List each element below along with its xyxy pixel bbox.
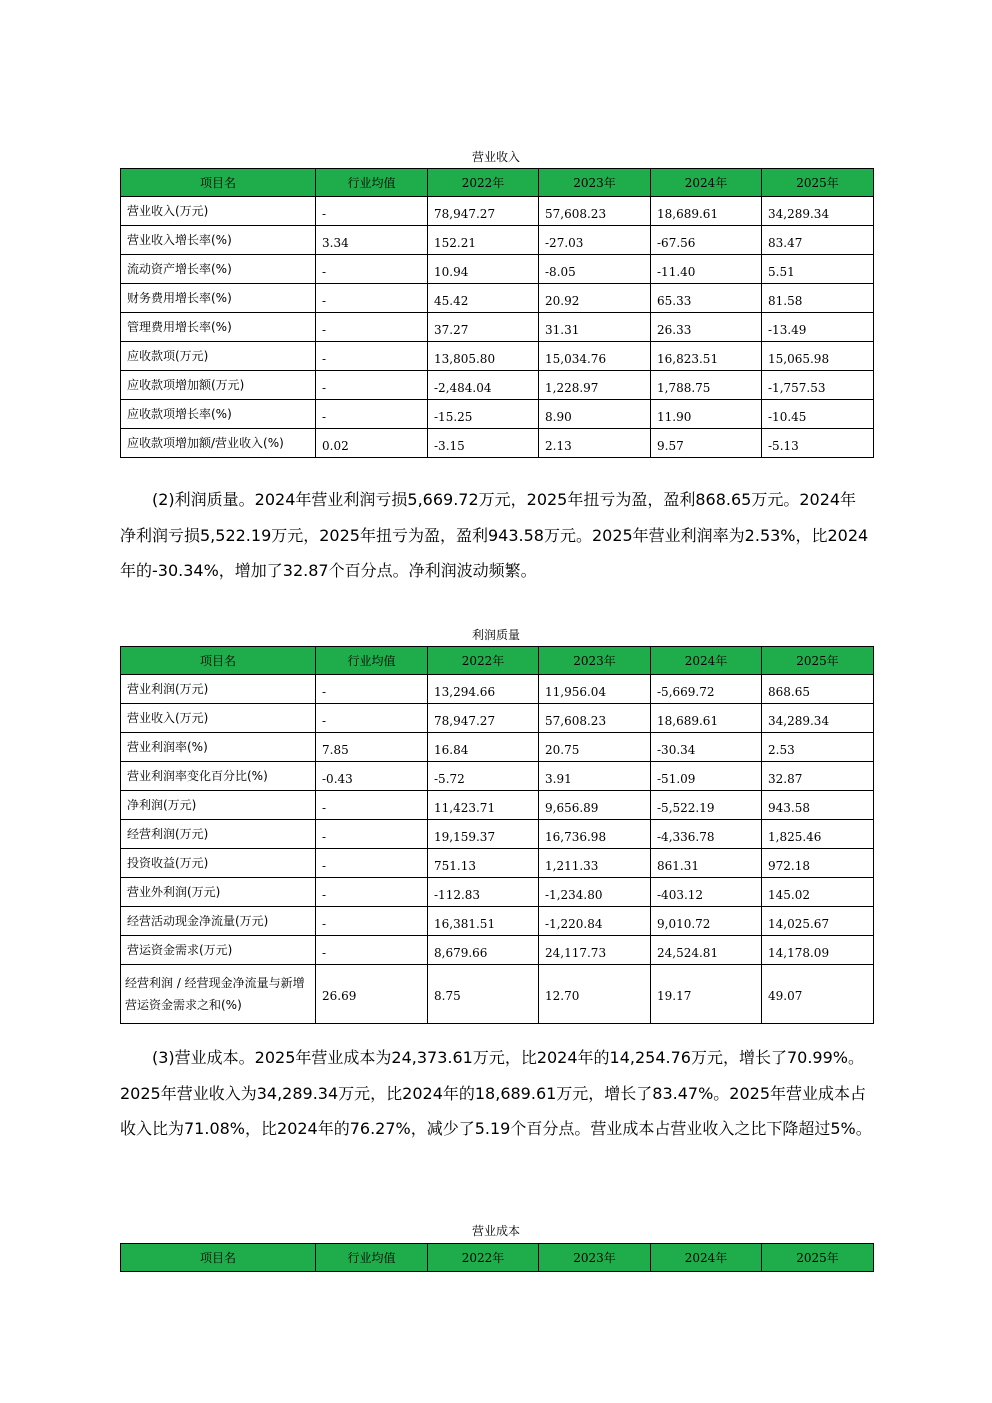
revenue-table bbox=[120, 168, 874, 458]
cell-value: 9,010.72 bbox=[651, 907, 762, 936]
table-row bbox=[121, 197, 874, 226]
cell-value: 16,381.51 bbox=[428, 907, 539, 936]
row-label: 营业利润率变化百分比(%) bbox=[121, 762, 316, 791]
row-label: 应收款项增加额(万元) bbox=[121, 371, 316, 400]
cell-value: 34,289.34 bbox=[762, 704, 874, 733]
row-label: 应收款项(万元) bbox=[121, 342, 316, 371]
table-header-row bbox=[121, 647, 874, 675]
table2-caption: 利润质量 bbox=[471, 628, 520, 642]
cell-value: -5.13 bbox=[762, 429, 874, 458]
cell-value: -1,220.84 bbox=[539, 907, 651, 936]
row-label: 营运资金需求(万元) bbox=[121, 936, 316, 965]
cell-value: -10.45 bbox=[762, 400, 874, 429]
cell-value: -1,234.80 bbox=[539, 878, 651, 907]
row-label: 营业外利润(万元) bbox=[121, 878, 316, 907]
cell-value: 81.58 bbox=[762, 284, 874, 313]
cell-value: 11,423.71 bbox=[428, 791, 539, 820]
table-header-row bbox=[121, 1244, 874, 1272]
cell-value: 1,788.75 bbox=[651, 371, 762, 400]
cell-value: 1,228.97 bbox=[539, 371, 651, 400]
cell-value: 14,178.09 bbox=[762, 936, 874, 965]
cell-value: 15,065.98 bbox=[762, 342, 874, 371]
cell-value: -27.03 bbox=[539, 226, 651, 255]
cell-value: -1,757.53 bbox=[762, 371, 874, 400]
cell-value: - bbox=[316, 704, 428, 733]
cell-value: 20.92 bbox=[539, 284, 651, 313]
cell-value: 861.31 bbox=[651, 849, 762, 878]
table-row bbox=[121, 820, 874, 849]
cell-value: 24,117.73 bbox=[539, 936, 651, 965]
cell-value: - bbox=[316, 907, 428, 936]
cell-value: - bbox=[316, 675, 428, 704]
table-row bbox=[121, 965, 874, 1024]
table-row bbox=[121, 226, 874, 255]
table3-caption: 营业成本 bbox=[471, 1224, 520, 1238]
table-row bbox=[121, 733, 874, 762]
cell-value: 49.07 bbox=[762, 965, 874, 1024]
row-label: 投资收益(万元) bbox=[121, 849, 316, 878]
cell-value: -51.09 bbox=[651, 762, 762, 791]
header-item-name: 项目名 bbox=[121, 1244, 316, 1272]
cell-value: 2.13 bbox=[539, 429, 651, 458]
cell-value: - bbox=[316, 849, 428, 878]
row-label: 应收款项增加额/营业收入(%) bbox=[121, 429, 316, 458]
cell-value: -67.56 bbox=[651, 226, 762, 255]
cell-value: -5,522.19 bbox=[651, 791, 762, 820]
cell-value: 83.47 bbox=[762, 226, 874, 255]
header-2025: 2025年 bbox=[762, 647, 874, 675]
cell-value: 34,289.34 bbox=[762, 197, 874, 226]
cell-value: 11.90 bbox=[651, 400, 762, 429]
cell-value: -13.49 bbox=[762, 313, 874, 342]
table-row bbox=[121, 791, 874, 820]
cell-value: -112.83 bbox=[428, 878, 539, 907]
table1-caption: 营业收入 bbox=[471, 150, 520, 164]
cell-value: 9,656.89 bbox=[539, 791, 651, 820]
cell-value: -0.43 bbox=[316, 762, 428, 791]
cell-value: 3.91 bbox=[539, 762, 651, 791]
cell-value: 18,689.61 bbox=[651, 197, 762, 226]
cell-value: -2,484.04 bbox=[428, 371, 539, 400]
table-row bbox=[121, 284, 874, 313]
header-2025: 2025年 bbox=[762, 169, 874, 197]
row-label: 应收款项增长率(%) bbox=[121, 400, 316, 429]
cell-value: 15,034.76 bbox=[539, 342, 651, 371]
operating-cost-table bbox=[120, 1243, 874, 1272]
cell-value: 8.75 bbox=[428, 965, 539, 1024]
header-item-name: 项目名 bbox=[121, 169, 316, 197]
cell-value: 18,689.61 bbox=[651, 704, 762, 733]
row-label: 经营利润 / 经营现金净流量与新增营运资金需求之和(%) bbox=[121, 965, 316, 1024]
header-item-name: 项目名 bbox=[121, 647, 316, 675]
row-label: 管理费用增长率(%) bbox=[121, 313, 316, 342]
cell-value: 24,524.81 bbox=[651, 936, 762, 965]
row-label: 经营活动现金净流量(万元) bbox=[121, 907, 316, 936]
cell-value: -8.05 bbox=[539, 255, 651, 284]
table-header-row bbox=[121, 169, 874, 197]
cell-value: 868.65 bbox=[762, 675, 874, 704]
cell-value: - bbox=[316, 936, 428, 965]
cell-value: 2.53 bbox=[762, 733, 874, 762]
header-2024: 2024年 bbox=[651, 647, 762, 675]
cell-value: - bbox=[316, 371, 428, 400]
cell-value: 16.84 bbox=[428, 733, 539, 762]
cell-value: 45.42 bbox=[428, 284, 539, 313]
cell-value: 78,947.27 bbox=[428, 704, 539, 733]
cell-value: - bbox=[316, 791, 428, 820]
header-2023: 2023年 bbox=[539, 1244, 651, 1272]
cell-value: -3.15 bbox=[428, 429, 539, 458]
profit-quality-paragraph: (2)利润质量。2024年营业利润亏损5,669.72万元，2025年扭亏为盈，盈利868.65万元。2024年净利润亏损5,522.19万元，2025年扭亏为盈，盈利943.58万元。2025年营业利润率为2.53%，比2024年的-30.34%，增加了32.87个百分点。净利润波动频繁。 bbox=[120, 490, 869, 580]
row-label: 财务费用增长率(%) bbox=[121, 284, 316, 313]
cell-value: 1,825.46 bbox=[762, 820, 874, 849]
cell-value: 65.33 bbox=[651, 284, 762, 313]
table-row bbox=[121, 342, 874, 371]
row-label: 营业利润率(%) bbox=[121, 733, 316, 762]
cell-value: 31.31 bbox=[539, 313, 651, 342]
table-row bbox=[121, 371, 874, 400]
cell-value: - bbox=[316, 313, 428, 342]
cell-value: 11,956.04 bbox=[539, 675, 651, 704]
cell-value: -5,669.72 bbox=[651, 675, 762, 704]
cell-value: 13,294.66 bbox=[428, 675, 539, 704]
header-industry-avg: 行业均值 bbox=[316, 647, 428, 675]
header-2022: 2022年 bbox=[428, 169, 539, 197]
cell-value: 10.94 bbox=[428, 255, 539, 284]
cell-value: 57,608.23 bbox=[539, 197, 651, 226]
cell-value: 12.70 bbox=[539, 965, 651, 1024]
cell-value: 5.51 bbox=[762, 255, 874, 284]
cell-value: 37.27 bbox=[428, 313, 539, 342]
cell-value: -403.12 bbox=[651, 878, 762, 907]
header-2022: 2022年 bbox=[428, 1244, 539, 1272]
operating-cost-paragraph: (3)营业成本。2025年营业成本为24,373.61万元，比2024年的14,254.76万元，增长了70.99%。2025年营业收入为34,289.34万元，比2024年的18,689.61万元，增长了83.47%。2025年营业成本占收入比为71.08%，比2024年的76.27%，减少了5.19个百分点。营业成本占营业收入之比下降超过5%。 bbox=[120, 1048, 872, 1138]
header-2022: 2022年 bbox=[428, 647, 539, 675]
table-row bbox=[121, 429, 874, 458]
cell-value: 972.18 bbox=[762, 849, 874, 878]
cell-value: 751.13 bbox=[428, 849, 539, 878]
cell-value: 0.02 bbox=[316, 429, 428, 458]
table-row bbox=[121, 313, 874, 342]
profit-quality-table bbox=[120, 646, 874, 1024]
cell-value: 19.17 bbox=[651, 965, 762, 1024]
cell-value: 20.75 bbox=[539, 733, 651, 762]
table-row bbox=[121, 704, 874, 733]
cell-value: 78,947.27 bbox=[428, 197, 539, 226]
cell-value: 26.69 bbox=[316, 965, 428, 1024]
cell-value: - bbox=[316, 284, 428, 313]
cell-value: 943.58 bbox=[762, 791, 874, 820]
cell-value: - bbox=[316, 197, 428, 226]
cell-value: 16,736.98 bbox=[539, 820, 651, 849]
table-row bbox=[121, 762, 874, 791]
table-row bbox=[121, 400, 874, 429]
cell-value: 1,211.33 bbox=[539, 849, 651, 878]
cell-value: 13,805.80 bbox=[428, 342, 539, 371]
cell-value: 145.02 bbox=[762, 878, 874, 907]
cell-value: 8,679.66 bbox=[428, 936, 539, 965]
header-2023: 2023年 bbox=[539, 169, 651, 197]
cell-value: 8.90 bbox=[539, 400, 651, 429]
cell-value: 152.21 bbox=[428, 226, 539, 255]
row-label: 营业利润(万元) bbox=[121, 675, 316, 704]
table-row bbox=[121, 675, 874, 704]
row-label: 经营利润(万元) bbox=[121, 820, 316, 849]
row-label: 营业收入增长率(%) bbox=[121, 226, 316, 255]
cell-value: -11.40 bbox=[651, 255, 762, 284]
cell-value: - bbox=[316, 820, 428, 849]
row-label: 营业收入(万元) bbox=[121, 197, 316, 226]
cell-value: 16,823.51 bbox=[651, 342, 762, 371]
row-label: 流动资产增长率(%) bbox=[121, 255, 316, 284]
table-row bbox=[121, 936, 874, 965]
cell-value: -15.25 bbox=[428, 400, 539, 429]
cell-value: 3.34 bbox=[316, 226, 428, 255]
cell-value: 26.33 bbox=[651, 313, 762, 342]
row-label: 营业收入(万元) bbox=[121, 704, 316, 733]
header-2024: 2024年 bbox=[651, 169, 762, 197]
table-row bbox=[121, 849, 874, 878]
cell-value: - bbox=[316, 400, 428, 429]
cell-value: - bbox=[316, 255, 428, 284]
cell-value: -4,336.78 bbox=[651, 820, 762, 849]
cell-value: - bbox=[316, 342, 428, 371]
header-2023: 2023年 bbox=[539, 647, 651, 675]
cell-value: 19,159.37 bbox=[428, 820, 539, 849]
cell-value: 57,608.23 bbox=[539, 704, 651, 733]
cell-value: 7.85 bbox=[316, 733, 428, 762]
row-label: 净利润(万元) bbox=[121, 791, 316, 820]
cell-value: 14,025.67 bbox=[762, 907, 874, 936]
header-industry-avg: 行业均值 bbox=[316, 1244, 428, 1272]
cell-value: 32.87 bbox=[762, 762, 874, 791]
header-2025: 2025年 bbox=[762, 1244, 874, 1272]
cell-value: 9.57 bbox=[651, 429, 762, 458]
table-row bbox=[121, 878, 874, 907]
cell-value: -30.34 bbox=[651, 733, 762, 762]
header-2024: 2024年 bbox=[651, 1244, 762, 1272]
table-row bbox=[121, 255, 874, 284]
cell-value: - bbox=[316, 878, 428, 907]
table-row bbox=[121, 907, 874, 936]
cell-value: -5.72 bbox=[428, 762, 539, 791]
header-industry-avg: 行业均值 bbox=[316, 169, 428, 197]
